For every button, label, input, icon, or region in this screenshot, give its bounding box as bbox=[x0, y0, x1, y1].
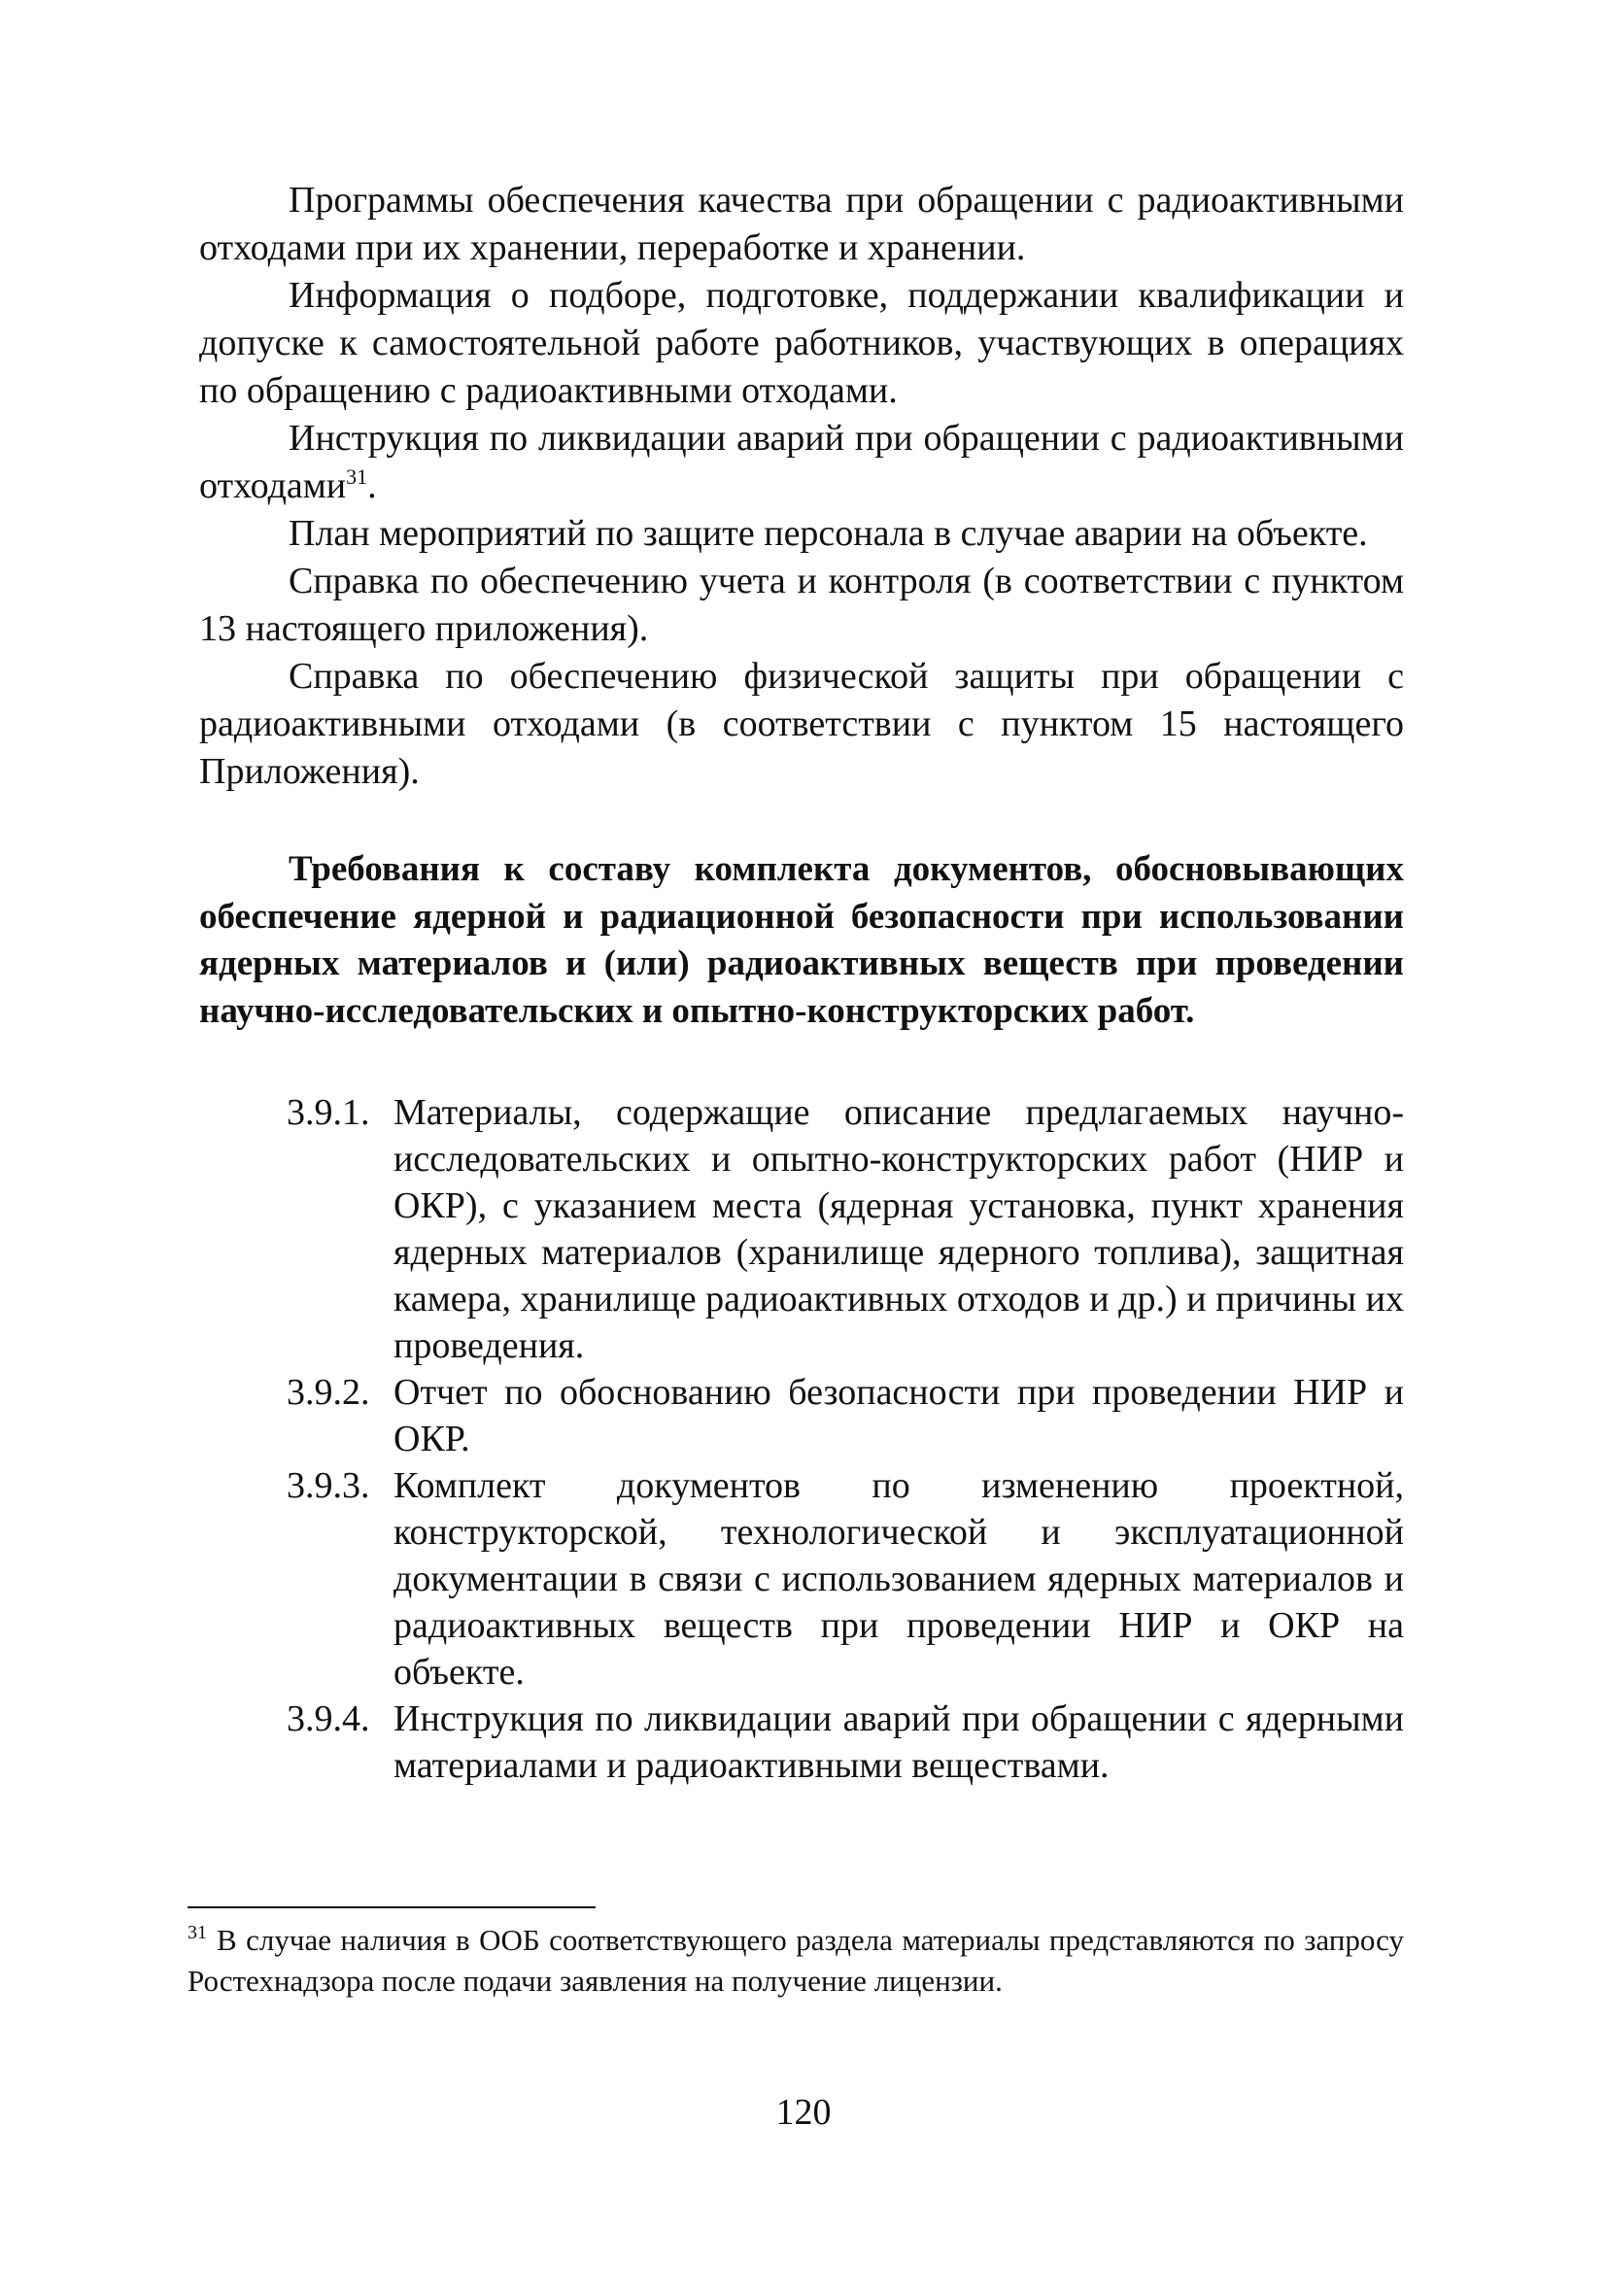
list-item-number: 3.9.1. bbox=[287, 1092, 370, 1133]
list-item-number: 3.9.2. bbox=[287, 1372, 370, 1413]
page-body bbox=[199, 177, 1404, 1789]
list-item-number: 3.9.4. bbox=[287, 1698, 370, 1739]
paragraph-accident-instruction-period: . bbox=[367, 465, 377, 506]
paragraph-accident-instruction bbox=[199, 415, 1404, 510]
list-item-number: 3.9.3. bbox=[287, 1465, 370, 1506]
list-item bbox=[287, 1696, 1404, 1789]
footnote-divider bbox=[188, 1906, 596, 1908]
paragraph-personnel-info: Информация о подборе, подготовке, поддержании квалификации и допуске к самостоятельной работе работников, участвующих в операциях по обращению с радиоактивными отходами. bbox=[199, 275, 1404, 411]
footnote-marker: 31 bbox=[188, 1922, 207, 1943]
list-item bbox=[287, 1462, 1404, 1696]
list-item-text: Отчет по обоснованию безопасности при проведении НИР и ОКР. bbox=[393, 1372, 1404, 1459]
list-item-text: Материалы, содержащие описание предлагаемых научно-исследовательских и опытно-конструкторских работ (НИР и ОКР), с указанием места (ядерная установка, пункт хранения ядерных материалов (хранилище ядерного топлива), защитная камера, хранилище радиоактивных отходов и др.) и причины их проведения. bbox=[393, 1092, 1404, 1366]
list-item-text: Комплект документов по изменению проектной, конструкторской, технологической и эксплуатационной документации в связи с использованием ядерных материалов и радиоактивных веществ при проведении НИР и ОКР на объекте. bbox=[393, 1465, 1404, 1693]
footnote-text: В случае наличия в ООБ соответствующего раздела материалы представляются по запросу Ростехнадзора после подачи заявления на получение лицензии. bbox=[188, 1923, 1404, 1998]
footnote bbox=[188, 1920, 1404, 2002]
requirements-list bbox=[199, 1089, 1404, 1789]
paragraph-personnel-protection-plan: План мероприятий по защите персонала в случае аварии на объекте. bbox=[289, 513, 1368, 554]
paragraph-accounting-control: Справка по обеспечению учета и контроля (в соответствии с пунктом 13 настоящего приложения). bbox=[199, 561, 1404, 649]
list-item-text: Инструкция по ликвидации аварий при обращении с ядерными материалами и радиоактивными веществами. bbox=[393, 1698, 1404, 1786]
page-number: 120 bbox=[775, 2092, 832, 2133]
list-item bbox=[287, 1369, 1404, 1462]
list-item bbox=[287, 1089, 1404, 1369]
paragraph-quality-programs: Программы обеспечения качества при обращении с радиоактивными отходами при их хранении, переработке и хранении. bbox=[199, 180, 1404, 268]
section-heading: Требования к составу комплекта документов, обосновывающих обеспечение ядерной и радиационной безопасности при использовании ядерных материалов и (или) радиоактивных веществ при проведении научно-исследовательских и опытно-конструкторских работ. bbox=[199, 849, 1404, 1031]
paragraph-accident-instruction-text: Инструкция по ликвидации аварий при обращении с радиоактивными отходами bbox=[199, 418, 1404, 506]
paragraph-physical-protection: Справка по обеспечению физической защиты при обращении с радиоактивными отходами (в соответствии с пунктом 15 настоящего Приложения). bbox=[199, 656, 1404, 792]
footnote-reference: 31 bbox=[346, 464, 368, 489]
